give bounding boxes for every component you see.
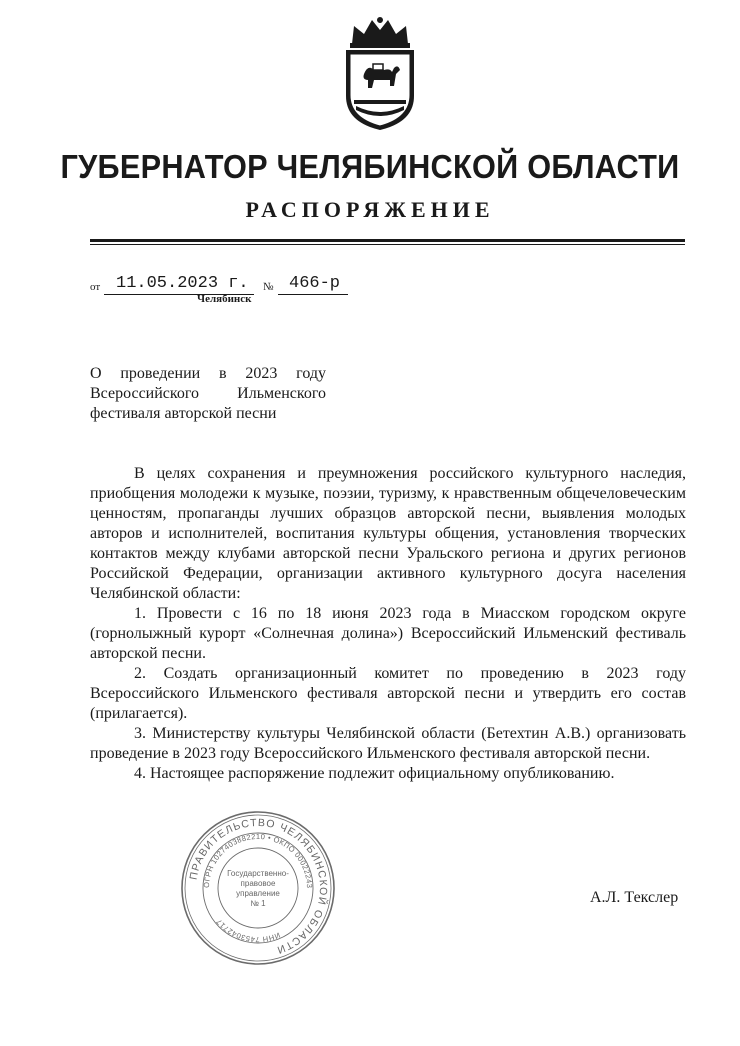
subject-line: О проведении в 2023 году — [90, 365, 326, 382]
stamp-center-line: управление — [236, 889, 280, 898]
document-subject — [90, 364, 326, 424]
stamp-center-line: № 1 — [250, 899, 266, 908]
document-date: 11.05.2023 г. — [116, 274, 249, 293]
document-body — [90, 464, 686, 784]
coat-of-arms-icon — [330, 14, 430, 134]
official-stamp-icon — [178, 808, 338, 968]
body-paragraph-item-1: 1. Провести с 16 по 18 июня 2023 года в Миасском городском округе (горнолыжный курорт «Солнечная долина») Всероссийский Ильменский фестиваль авторской песни. — [90, 605, 686, 662]
svg-text:ИНН 7453042717 — [214, 917, 281, 944]
signatory-name: А.Л. Текслер — [590, 889, 679, 906]
date-prefix: от — [90, 281, 101, 293]
document-type: РАСПОРЯЖЕНИЕ — [245, 197, 495, 222]
number-underline — [278, 294, 348, 295]
issuer-title: ГУБЕРНАТОР ЧЕЛЯБИНСКОЙ ОБЛАСТИ — [60, 148, 680, 185]
stamp-inn-text: ИНН 7453042717 — [214, 917, 282, 945]
stamp-center-line: Государственно- — [227, 869, 289, 878]
stamp-center-line: правовое — [240, 879, 276, 888]
body-paragraph-item-3: 3. Министерству культуры Челябинской области (Бетехтин А.В.) организовать проведение в 2023 году Всероссийского Ильменского фестиваля авторской песни. — [90, 725, 686, 762]
subject-line: фестиваля авторской песни — [90, 405, 277, 422]
body-paragraph-item-2: 2. Создать организационный комитет по проведению в 2023 году Всероссийского Ильменского фестиваля авторской песни и утвердить его состав (прилагается). — [90, 665, 686, 722]
stamp-middle-text: ОГРН 1027403882210 • ОКПО 00022243 — [201, 831, 315, 889]
header-divider-thin — [90, 244, 685, 245]
subject-line: Всероссийского Ильменского — [90, 385, 326, 402]
document-number: 466-р — [289, 274, 341, 293]
place-of-issue: Челябинск — [197, 293, 252, 305]
body-paragraph-preamble: В целях сохранения и преумножения российского культурного наследия, приобщения молодежи к музыке, поэзии, туризму, к нравственным общечеловеческим ценностям, пропаганды лучших образцов авторской песни, выявления молодых авторов и исполнителей, воспитания культуры общения, установления творческих контактов между клубами авторской песни Уральского региона и других регионов Российской Федерации, организации активного культурного досуга населения Челябинской области: — [90, 465, 686, 602]
stamp-outer-text: ПРАВИТЕЛЬСТВО ЧЕЛЯБИНСКОЙ ОБЛАСТИ — [187, 816, 330, 957]
header-divider-thick — [90, 239, 685, 242]
body-paragraph-item-4: 4. Настоящее распоряжение подлежит официальному опубликованию. — [134, 765, 615, 782]
number-prefix: № — [263, 281, 274, 293]
